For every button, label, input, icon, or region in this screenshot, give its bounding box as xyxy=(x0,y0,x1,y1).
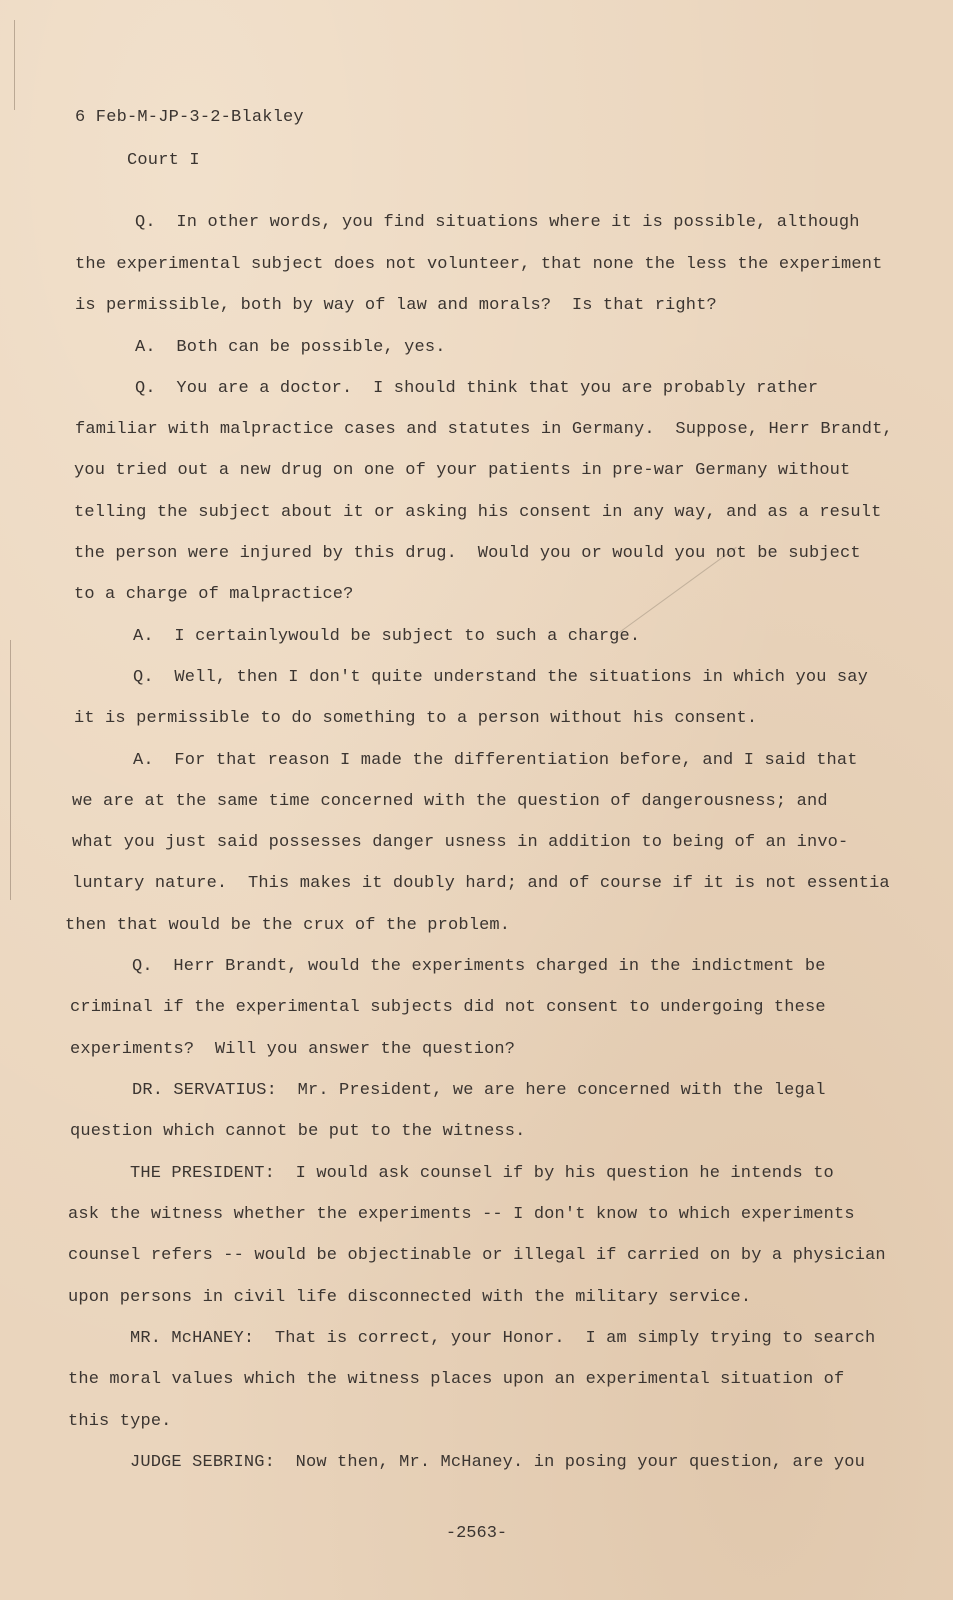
transcript-line: then that would be the crux of the problem. xyxy=(65,916,511,935)
transcript-line: MR. McHANEY: That is correct, your Honor. I am simply trying to search xyxy=(130,1329,876,1348)
transcript-line: DR. SERVATIUS: Mr. President, we are here concerned with the legal xyxy=(132,1081,826,1100)
transcript-line: you tried out a new drug on one of your patients in pre-war Germany without xyxy=(74,461,851,480)
page-edge-mark xyxy=(10,640,11,900)
transcript-line: Q. You are a doctor. I should think that you are probably rather xyxy=(135,379,819,398)
transcript-line: ask the witness whether the experiments -- I don't know to which experiments xyxy=(68,1205,855,1224)
transcript-line: the moral values which the witness places upon an experimental situation of xyxy=(68,1370,845,1389)
transcript-line: we are at the same time concerned with the question of dangerousness; and xyxy=(72,792,828,811)
page-edge-mark xyxy=(14,20,15,110)
document-reference: 6 Feb-M-JP-3-2-Blakley xyxy=(75,108,304,127)
transcript-line: counsel refers -- would be objectinable or illegal if carried on by a physician xyxy=(68,1246,886,1265)
transcript-line: JUDGE SEBRING: Now then, Mr. McHaney. in posing your question, are you xyxy=(130,1453,865,1472)
transcript-line: A. For that reason I made the differentiation before, and I said that xyxy=(133,751,858,770)
transcript-line: is permissible, both by way of law and morals? Is that right? xyxy=(75,296,717,315)
page-number: -2563- xyxy=(445,1524,508,1543)
transcript-line: the person were injured by this drug. Would you or would you not be subject xyxy=(74,544,861,563)
transcript-line: to a charge of malpractice? xyxy=(74,585,354,604)
transcript-line: what you just said possesses danger usness in addition to being of an invo- xyxy=(72,833,849,852)
transcript-line: familiar with malpractice cases and statutes in Germany. Suppose, Herr Brandt, xyxy=(75,420,893,439)
transcript-line: telling the subject about it or asking his consent in any way, and as a result xyxy=(74,503,882,522)
transcript-line: THE PRESIDENT: I would ask counsel if by his question he intends to xyxy=(130,1164,834,1183)
transcript-line: A. I certainlywould be subject to such a charge. xyxy=(133,627,641,646)
transcript-line: upon persons in civil life disconnected with the military service. xyxy=(68,1288,752,1307)
transcript-line: Q. Herr Brandt, would the experiments charged in the indictment be xyxy=(132,957,826,976)
transcript-line: Q. In other words, you find situations where it is possible, although xyxy=(135,213,860,232)
transcript-line: Q. Well, then I don't quite understand the situations in which you say xyxy=(133,668,868,687)
transcript-line: experiments? Will you answer the question? xyxy=(70,1040,516,1059)
transcript-line: question which cannot be put to the witness. xyxy=(70,1122,526,1141)
transcript-line: luntary nature. This makes it doubly hard; and of course if it is not essentia xyxy=(72,874,890,893)
transcript-line: it is permissible to do something to a person without his consent. xyxy=(74,709,758,728)
transcript-line: A. Both can be possible, yes. xyxy=(135,338,446,357)
transcript-line: criminal if the experimental subjects did not consent to undergoing these xyxy=(70,998,826,1017)
court-label: Court I xyxy=(127,151,200,170)
transcript-line: the experimental subject does not volunteer, that none the less the experiment xyxy=(75,255,883,274)
transcript-line: this type. xyxy=(68,1412,172,1431)
